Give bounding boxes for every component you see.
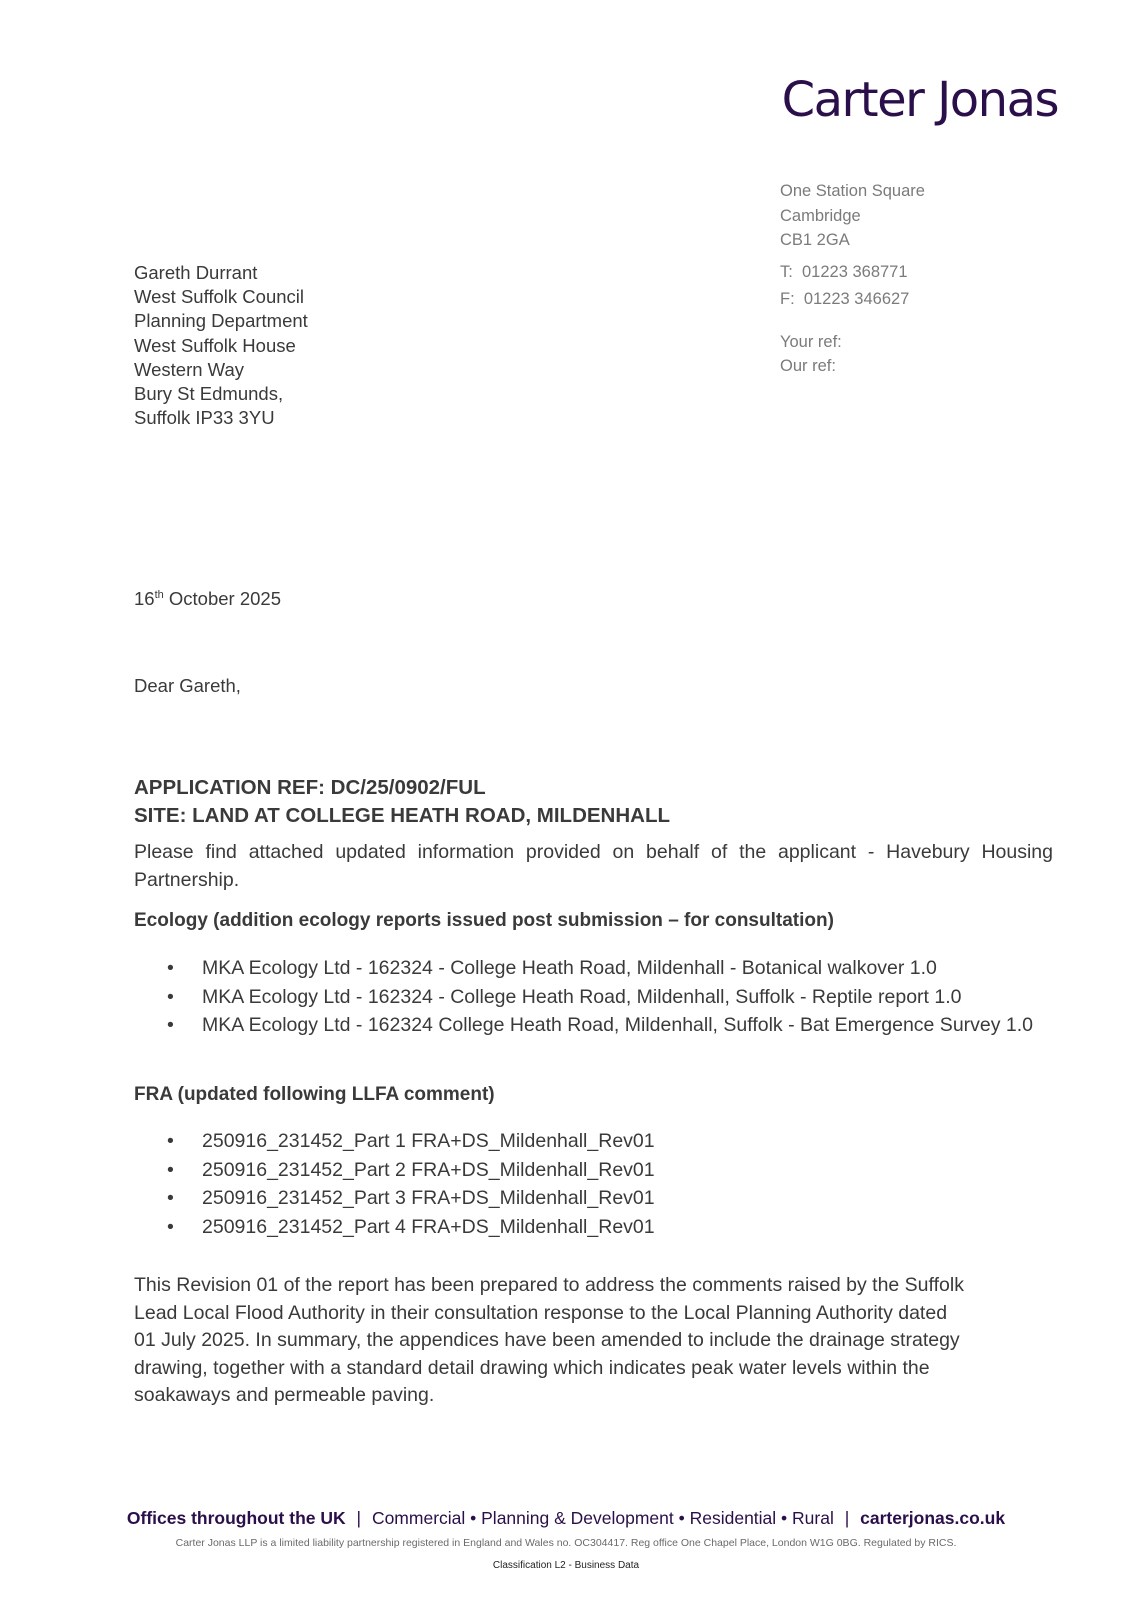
list-item: • 250916_231452_Part 1 FRA+DS_Mildenhall_Rev01 [134, 1127, 1053, 1156]
recipient-address-line: Bury St Edmunds, [134, 383, 284, 405]
company-logo: Carter Jonas [781, 72, 1058, 128]
paragraph-line: Lead Local Flood Authority in their consultation response to the Local Planning Authority dated [134, 1301, 948, 1324]
subject-heading [134, 774, 670, 830]
fra-heading: FRA (updated following LLFA comment) [134, 1084, 495, 1105]
sender-telephone: T: 01223 368771 [780, 262, 908, 281]
bullet: • [167, 1215, 174, 1238]
footer-website-link[interactable]: carterjonas.co.uk [860, 1508, 1006, 1528]
footer-separator: | [356, 1508, 362, 1528]
fra-list [134, 1127, 1053, 1241]
classification-label: Classification L2 - Business Data [492, 1560, 640, 1571]
recipient-address-line: Suffolk IP33 3YU [134, 407, 275, 429]
paragraph-line: soakaways and permeable paving. [134, 1384, 435, 1406]
your-reference: Your ref: [780, 332, 842, 351]
recipient-address-line: West Suffolk House [134, 334, 296, 356]
recipient-address-line: Western Way [134, 358, 244, 380]
recipient-name: Gareth Durrant [134, 262, 258, 283]
bullet: • [167, 1014, 174, 1036]
list-item: • 250916_231452_Part 4 FRA+DS_Mildenhall_Rev01 [134, 1213, 1053, 1242]
sender-address-line: One Station Square [780, 182, 925, 200]
list-item: • MKA Ecology Ltd - 162324 - College Heath Road, Mildenhall, Suffolk - Reptile report 1.0 [134, 983, 1053, 1012]
salutation: Dear Gareth, [134, 675, 241, 696]
sender-address-line: Cambridge [780, 206, 861, 225]
footer-services: Commercial • Planning & Development • Residential • Rural [371, 1508, 834, 1528]
list-item: • 250916_231452_Part 3 FRA+DS_Mildenhall_Rev01 [134, 1184, 1053, 1213]
bullet: • [167, 957, 174, 979]
letter-date: 16th October 2025 [134, 588, 282, 609]
sender-address-line: CB1 2GA [780, 231, 850, 249]
list-item: • 250916_231452_Part 2 FRA+DS_Mildenhall_Rev01 [134, 1156, 1053, 1185]
bullet: • [167, 1187, 174, 1209]
bullet: • [167, 1158, 174, 1181]
list-item: • MKA Ecology Ltd - 162324 - College Heath Road, Mildenhall - Botanical walkover 1.0 [134, 954, 1053, 983]
recipient-address-block [134, 261, 308, 430]
paragraph-line: drawing, together with a standard detail drawing which indicates peak water levels within the [134, 1356, 930, 1379]
ecology-heading: Ecology (addition ecology reports issued post submission – for consultation) [134, 910, 834, 931]
bullet: • [167, 1130, 174, 1152]
intro-paragraph: Please find attached updated information provided on behalf of the applicant - Havebury Housing Partnership. [134, 841, 1053, 891]
recipient-address-line: West Suffolk Council [134, 286, 305, 308]
footer-banner [0, 1508, 1132, 1529]
list-item: • MKA Ecology Ltd - 162324 College Heath Road, Mildenhall, Suffolk - Bat Emergence Survey 1.0 [134, 1011, 1053, 1040]
footer-separator: | [844, 1508, 850, 1528]
site-title: SITE: LAND AT COLLEGE HEATH ROAD, MILDENHALL [134, 804, 671, 827]
sender-fax: F: 01223 346627 [780, 290, 910, 308]
ecology-list [134, 954, 1053, 1040]
paragraph-line: This Revision 01 of the report has been prepared to address the comments raised by the Suffolk [134, 1274, 964, 1296]
recipient-address-line: Planning Department [134, 310, 308, 332]
footer-legal-text: Carter Jonas LLP is a limited liability partnership registered in England and Wales no. OC304417. Reg office One Chapel Place, London W1G 0BG. Regulated by RICS. [175, 1537, 957, 1549]
our-reference: Our ref: [780, 357, 836, 375]
paragraph-line: 01 July 2025. In summary, the appendices have been amended to include the drainage strategy [134, 1329, 960, 1351]
sender-address-block [780, 179, 925, 379]
revision-paragraph [134, 1272, 1053, 1410]
application-reference: APPLICATION REF: DC/25/0902/FUL [134, 776, 486, 799]
footer-offices: Offices throughout the UK [126, 1508, 346, 1528]
bullet: • [167, 985, 174, 1008]
